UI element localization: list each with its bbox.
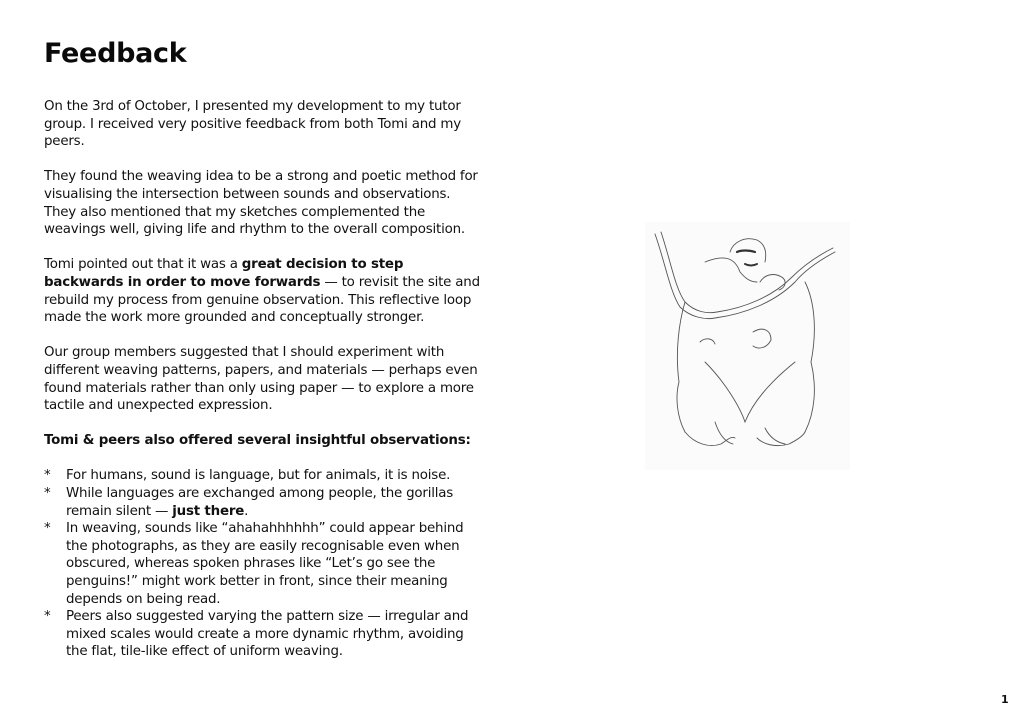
list-item [44,485,484,520]
page-title: Feedback [44,38,187,69]
list-item [44,608,484,661]
item-text: Peers also suggested varying the pattern size — irregular and mixed scales would create a more dynamic rhythm, avoiding the flat, tile-like effect of uniform weaving. [66,609,469,660]
item-text: In weaving, sounds like “ahahahhhhhh” could appear behind the photographs, as they are easily recognisable even when obscured, whereas spoken phrases like “Let’s go see the penguins!” might work better in front, since their meaning depends on being read. [66,521,464,607]
text: — to revisit the site and rebuild my process from genuine observation. This reflective loop made the work more grounded and conceptually stronger. [44,274,480,326]
emphasis: great decision to step backwards in order to move forwards [44,257,404,290]
bullet-icon: * [44,486,51,502]
heading-text: Tomi & peers also offered several insightful observations: [44,433,471,449]
list-item [44,467,484,485]
item-text: . [244,503,249,519]
body-text [44,98,484,661]
paragraph-intro: On the 3rd of October, I presented my development to my tutor group. I received very positive feedback from both Tomi and my peers. [44,99,461,150]
list-item [44,520,484,608]
bullet-icon: * [44,468,51,484]
gorilla-sketch-icon [645,222,850,470]
gorilla-sketch-image [645,222,850,470]
item-text: While languages are exchanged among people, the gorillas remain silent — [66,486,454,519]
text: Tomi pointed out that it was a [44,257,242,273]
emphasis: just there [172,503,245,519]
item-text: For humans, sound is language, but for animals, it is noise. [66,468,451,484]
bullet-icon: * [44,609,51,625]
paragraph-tomi-feedback [44,256,484,326]
paragraph-group-suggestions: Our group members suggested that I should experiment with different weaving patterns, papers, and materials — perhaps even found materials rather than only using paper — to explore a more tactile and unexpected expression. [44,345,478,414]
observations-list [44,467,484,661]
page-number: 1 [1001,693,1009,706]
bullet-icon: * [44,521,51,537]
paragraph-weaving-feedback: They found the weaving idea to be a strong and poetic method for visualising the intersection between sounds and observations. They also mentioned that my sketches complemented the weavings well, giving life and rhythm to the overall composition. [44,169,478,238]
observations-heading [44,432,484,450]
